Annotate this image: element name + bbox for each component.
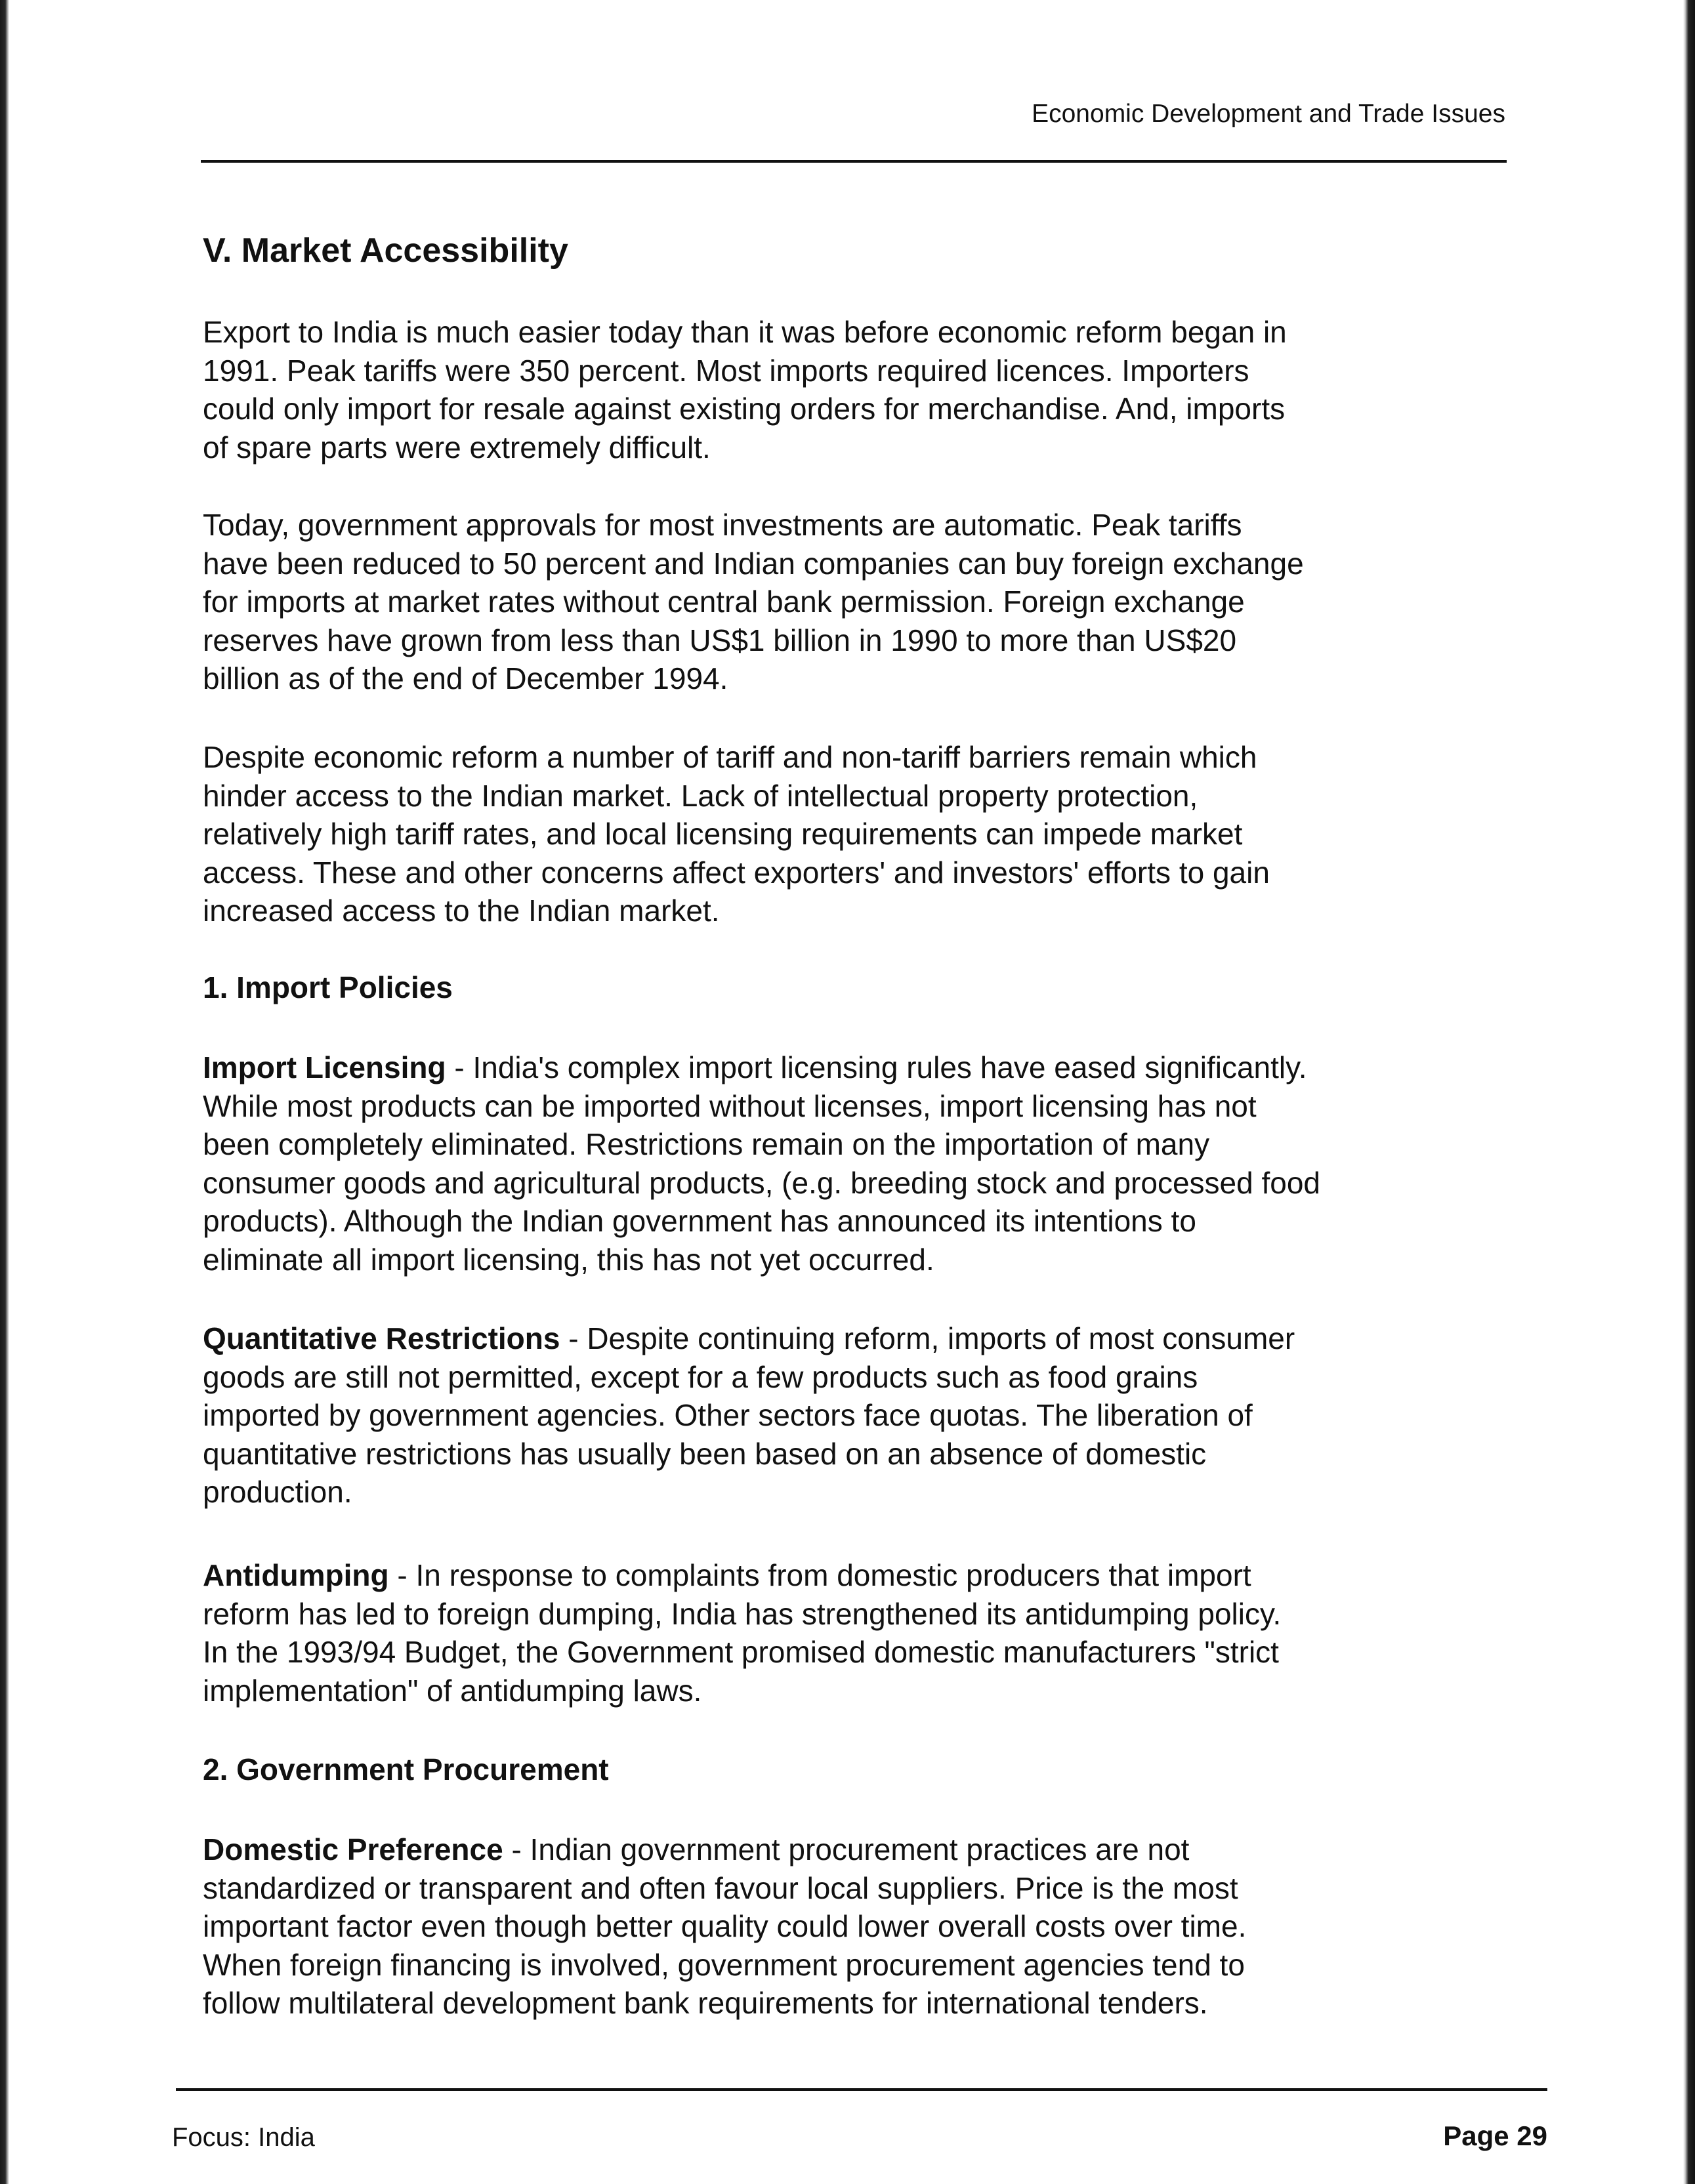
section-title: V. Market Accessibility <box>203 232 568 270</box>
lead-term: Domestic Preference <box>203 1832 503 1866</box>
text-line: increased access to the Indian market. <box>203 894 720 928</box>
scan-edge-right <box>1683 0 1695 2184</box>
text-line: of spare parts were extremely difficult. <box>203 430 711 464</box>
text-line: follow multilateral development bank requirements for international tenders. <box>203 1986 1208 2020</box>
text-line <box>203 1556 1535 1595</box>
text-line: consumer goods and agricultural products, (e.g. breeding stock and processed food <box>203 1165 1321 1200</box>
text-line: for imports at market rates without central bank permission. Foreign exchange <box>203 585 1245 619</box>
header-rule <box>201 160 1507 163</box>
lead-rest: - Indian government procurement practices are not <box>503 1832 1190 1866</box>
text-line: hinder access to the Indian market. Lack of intellectual property protection, <box>203 778 1198 813</box>
subheading-import-policies: 1. Import Policies <box>203 970 453 1004</box>
text-line: implementation" of antidumping laws. <box>203 1673 702 1708</box>
subheading-government-procurement: 2. Government Procurement <box>203 1752 609 1786</box>
text-line: In the 1993/94 Budget, the Government promised domestic manufacturers "strict <box>203 1635 1279 1669</box>
running-head: Economic Development and Trade Issues <box>1032 100 1505 128</box>
text-line: reform has led to foreign dumping, India has strengthened its antidumping policy. <box>203 1596 1282 1631</box>
lead-rest: - In response to complaints from domestic producers that import <box>388 1558 1251 1592</box>
text-line: production. <box>203 1475 352 1509</box>
text-line: Export to India is much easier today than it was before economic reform began in <box>203 315 1287 349</box>
footer-focus: Focus: India <box>172 2123 315 2152</box>
paragraph-export <box>203 313 1535 466</box>
text-line: billion as of the end of December 1994. <box>203 661 728 695</box>
text-line: Despite economic reform a number of tariff and non-tariff barriers remain which <box>203 740 1257 774</box>
paragraph-antidumping <box>203 1556 1535 1710</box>
text-line <box>203 1048 1535 1087</box>
footer-rule <box>176 2088 1547 2091</box>
lead-term: Antidumping <box>203 1558 389 1592</box>
text-line: relatively high tariff rates, and local licensing requirements can impede market <box>203 817 1243 851</box>
lead-rest: - India's complex import licensing rules have eased significantly. <box>446 1050 1307 1084</box>
scan-edge-left <box>0 0 9 2184</box>
text-line: quantitative restrictions has usually been based on an absence of domestic <box>203 1436 1207 1471</box>
text-line: 1991. Peak tariffs were 350 percent. Most imports required licences. Importers <box>203 353 1249 388</box>
text-line <box>203 1830 1535 1869</box>
page-number: Page 29 <box>1443 2120 1547 2151</box>
text-line: have been reduced to 50 percent and Indian companies can buy foreign exchange <box>203 546 1304 581</box>
paragraph-today <box>203 506 1535 698</box>
text-line: While most products can be imported without licenses, import licensing has not <box>203 1088 1257 1123</box>
text-line: important factor even though better quality could lower overall costs over time. <box>203 1909 1247 1943</box>
text-line <box>203 1319 1535 1358</box>
lead-term: Import Licensing <box>203 1050 446 1084</box>
lead-term: Quantitative Restrictions <box>203 1321 560 1355</box>
text-line: been completely eliminated. Restrictions remain on the importation of many <box>203 1127 1210 1161</box>
paragraph-despite <box>203 738 1535 930</box>
paragraph-domestic-preference <box>203 1830 1535 2023</box>
text-line: imported by government agencies. Other sectors face quotas. The liberation of <box>203 1398 1253 1432</box>
text-line: reserves have grown from less than US$1 billion in 1990 to more than US$20 <box>203 623 1237 657</box>
text-line: eliminate all import licensing, this has not yet occurred. <box>203 1242 934 1277</box>
text-line: access. These and other concerns affect exporters' and investors' efforts to gain <box>203 855 1270 890</box>
text-line: goods are still not permitted, except for a few products such as food grains <box>203 1359 1198 1394</box>
lead-rest: - Despite continuing reform, imports of most consumer <box>560 1321 1295 1355</box>
text-line: products). Although the Indian government has announced its intentions to <box>203 1204 1196 1238</box>
paragraph-import-licensing <box>203 1048 1535 1279</box>
text-line: When foreign financing is involved, government procurement agencies tend to <box>203 1947 1245 1982</box>
paragraph-quantitative-restrictions <box>203 1319 1535 1512</box>
text-line: Today, government approvals for most investments are automatic. Peak tariffs <box>203 508 1242 542</box>
text-line: could only import for resale against existing orders for merchandise. And, imports <box>203 392 1286 426</box>
text-line: standardized or transparent and often favour local suppliers. Price is the most <box>203 1870 1238 1905</box>
